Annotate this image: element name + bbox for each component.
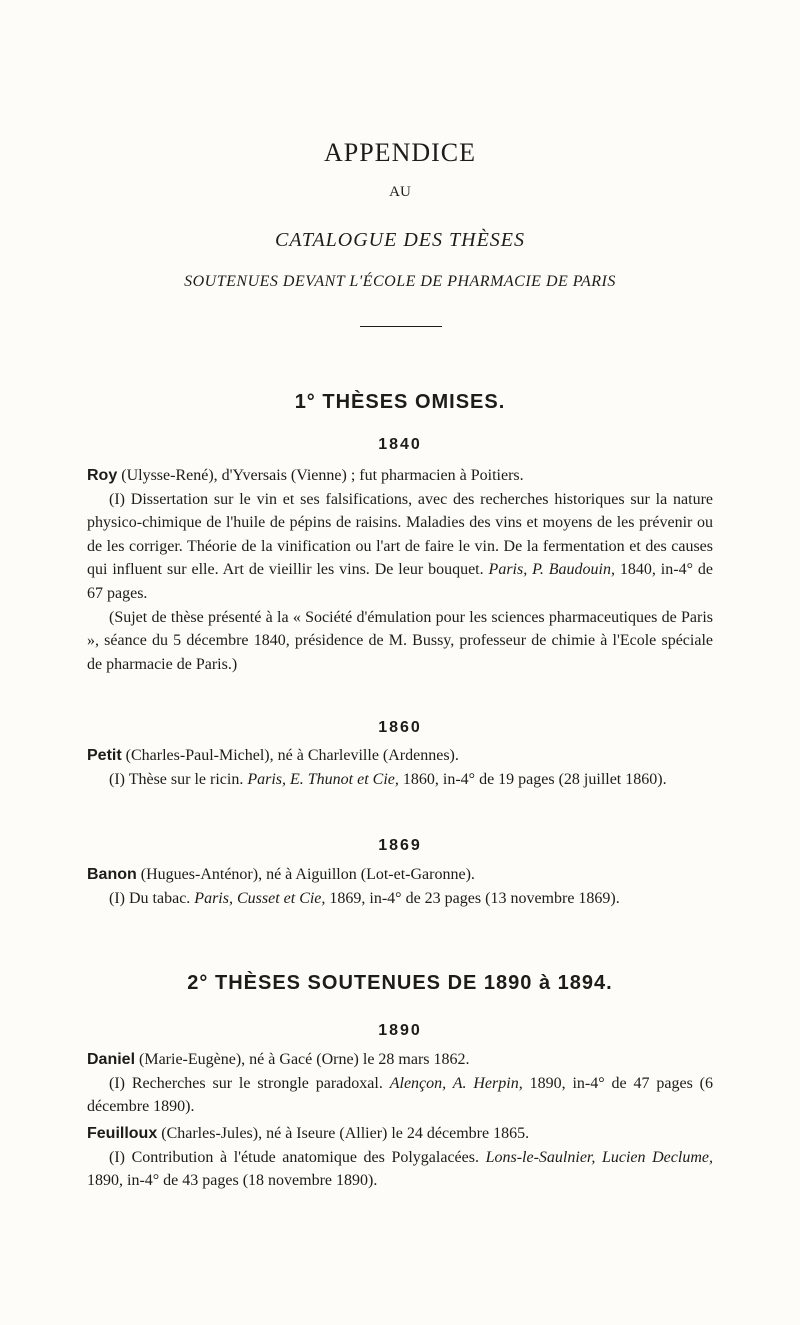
work-title: (I) Contribution à l'étude anatomique des Polygalacées. — [109, 1148, 486, 1166]
publication-details: 1869, in-4° de 23 pages (13 novembre 1869). — [325, 889, 620, 907]
entry-banon — [87, 863, 713, 910]
year-heading-1860: 1860 — [378, 719, 422, 736]
year-heading-1840: 1840 — [378, 436, 422, 453]
publisher: Lons-le-Saulnier, Lucien Declume, — [485, 1148, 713, 1166]
entry-note: (Sujet de thèse présenté à la « Société d'émulation pour les sciences pharmaceutiques de Paris », séance du 5 décembre 1840, présidence de M. Bussy, professeur de chimie à l'Ecole spéciale de pharmacie de Paris.) — [87, 608, 713, 673]
entry-roy — [87, 464, 713, 676]
entry-daniel — [87, 1048, 713, 1119]
year-heading-1869: 1869 — [378, 837, 422, 854]
work-title: (I) Thèse sur le ricin. — [109, 770, 248, 788]
author-bio: (Ulysse-René), d'Yversais (Vienne) ; fut pharmacien à Poitiers. — [117, 467, 524, 484]
publisher: Paris, P. Baudouin, — [488, 561, 615, 579]
catalogue-title: CATALOGUE DES THÈSES — [275, 229, 525, 251]
entry-feuilloux — [87, 1122, 713, 1193]
work-title: (I) Recherches sur le strongle paradoxal. — [109, 1074, 390, 1092]
catalogue-subtitle: SOUTENUES DEVANT L'ÉCOLE DE PHARMACIE DE PARIS — [184, 273, 616, 290]
entry-header — [87, 863, 713, 887]
author-bio: (Marie-Eugène), né à Gacé (Orne) le 28 mars 1862. — [135, 1051, 470, 1068]
author-name: Roy — [87, 467, 118, 484]
entry-work — [87, 768, 713, 792]
entry-header — [87, 464, 713, 488]
publication-details: 1860, in-4° de 19 pages (28 juillet 1860). — [398, 770, 667, 788]
author-name: Banon — [87, 866, 137, 883]
publisher: Paris, E. Thunot et Cie, — [247, 770, 399, 788]
divider-rule — [360, 326, 442, 327]
publication-details: 1890, in-4° de 43 pages (18 novembre 1890). — [87, 1172, 378, 1190]
author-bio: (Charles-Jules), né à Iseure (Allier) le 24 décembre 1865. — [157, 1125, 530, 1142]
page-title: APPENDICE — [323, 138, 476, 167]
entry-petit — [87, 744, 713, 791]
work-title: (I) Dissertation sur le vin et ses falsifications, avec des recherches historiques sur la nature physico-chimique de l'huile de pépins de raisins. Maladies des vins et moyens de les prévenir ou de les corriger. Théorie de la vinification ou l'art de faire le vin. De la fermentation et des causes qui influent sur elle. Art de vieillir les vins. De leur bouquet. — [87, 490, 713, 579]
author-name: Feuilloux — [87, 1125, 158, 1142]
entry-header — [87, 1048, 713, 1072]
publisher: Alençon, A. Herpin, — [389, 1074, 523, 1092]
section-heading-omitted: 1° THÈSES OMISES. — [294, 391, 506, 413]
author-name: Daniel — [87, 1051, 136, 1068]
entry-header — [87, 1122, 713, 1146]
entry-header — [87, 744, 713, 768]
subtitle-au: AU — [389, 184, 411, 200]
author-bio: (Hugues-Anténor), né à Aiguillon (Lot-et-Garonne). — [136, 866, 475, 883]
entry-work — [87, 887, 713, 911]
year-heading-1890: 1890 — [378, 1022, 422, 1039]
publication-details: 1890, in-4° de 47 pages (6 décembre 1890). — [87, 1074, 714, 1116]
work-title: (I) Du tabac. — [109, 889, 195, 907]
entry-work — [87, 488, 713, 606]
publication-details: 1840, in-4° de 67 pages. — [87, 561, 713, 602]
entry-work — [87, 1072, 713, 1119]
publisher: Paris, Cusset et Cie, — [194, 889, 326, 907]
author-name: Petit — [87, 747, 122, 764]
entry-work — [87, 1146, 713, 1193]
section-heading-defended: 2° THÈSES SOUTENUES DE 1890 à 1894. — [187, 972, 613, 994]
author-bio: (Charles-Paul-Michel), né à Charleville (Ardennes). — [121, 747, 459, 764]
